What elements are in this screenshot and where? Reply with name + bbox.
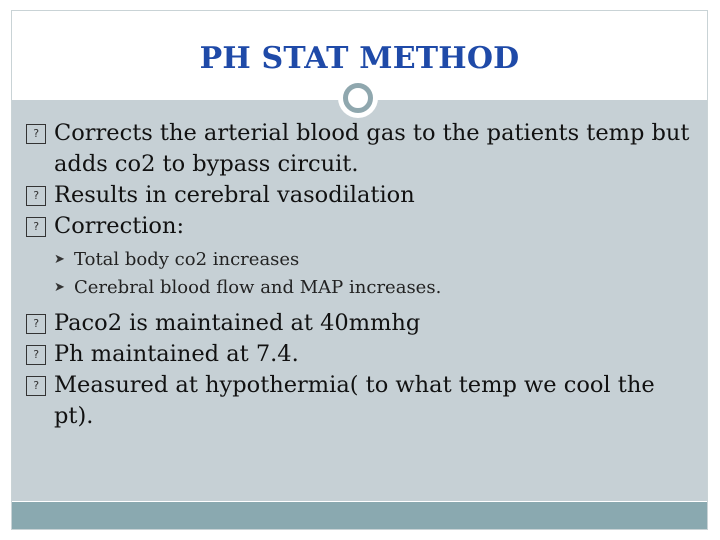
bullet-text: Ph maintained at 7.4. <box>54 341 299 367</box>
bullet-item <box>22 308 692 339</box>
sub-bullet-item <box>22 274 692 302</box>
bullet-text: Correction: <box>54 213 185 239</box>
bullet-list <box>22 118 692 432</box>
missing-glyph-bullet-icon <box>26 376 46 396</box>
circle-ornament-icon <box>338 78 378 118</box>
arrow-bullet-icon: ➤ <box>54 252 65 267</box>
sub-bullet-item <box>22 246 692 274</box>
missing-glyph-bullet-icon <box>26 345 46 365</box>
missing-glyph-bullet-icon <box>26 186 46 206</box>
missing-glyph-bullet-icon <box>26 314 46 334</box>
bullet-text: Measured at hypothermia( to what temp we cool the pt). <box>54 372 655 429</box>
missing-glyph-bullet-icon <box>26 124 46 144</box>
page-title: PH STAT METHOD <box>199 41 520 76</box>
sub-bullet-text: Cerebral blood flow and MAP increases. <box>74 277 442 298</box>
missing-glyph-bullet-icon <box>26 217 46 237</box>
bullet-text: Corrects the arterial blood gas to the patients temp but adds co2 to bypass circuit. <box>54 120 690 177</box>
bullet-text: Paco2 is maintained at 40mmhg <box>54 310 421 336</box>
bullet-item <box>22 370 692 432</box>
arrow-bullet-icon: ➤ <box>54 280 65 295</box>
bullet-item <box>22 339 692 370</box>
bullet-text: Results in cerebral vasodilation <box>54 182 415 208</box>
sub-bullet-text: Total body co2 increases <box>74 249 300 270</box>
ring-icon <box>343 83 373 113</box>
footer-bar <box>12 502 707 529</box>
bullet-item <box>22 180 692 211</box>
bullet-item <box>22 211 692 242</box>
bullet-item <box>22 118 692 180</box>
